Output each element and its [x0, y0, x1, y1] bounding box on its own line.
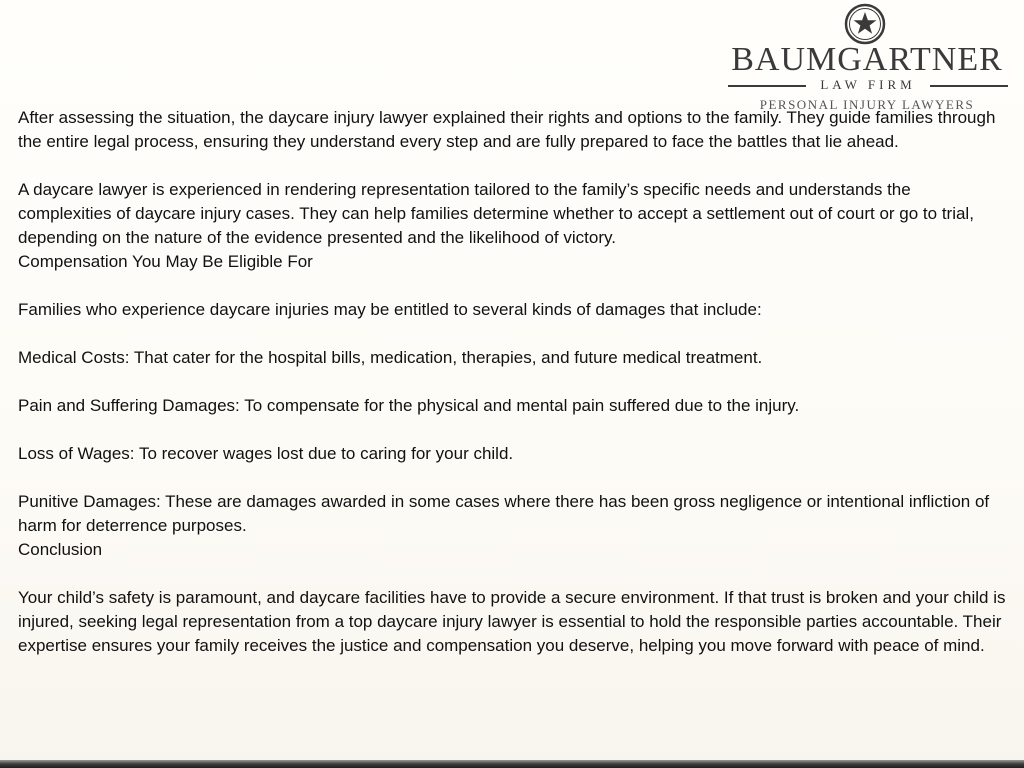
firm-logo — [722, 0, 1012, 120]
slide-bottom-border — [0, 760, 1024, 768]
paragraph-spacer — [18, 418, 1008, 442]
paragraph-spacer — [18, 562, 1008, 586]
paragraph-spacer — [18, 466, 1008, 490]
paragraph-spacer — [18, 322, 1008, 346]
paragraph-loss-of-wages: Loss of Wages: To recover wages lost due to caring for your child. — [18, 444, 514, 463]
paragraph-pain-suffering: Pain and Suffering Damages: To compensate for the physical and mental pain suffered due to the injury. — [18, 396, 800, 415]
paragraph-spacer — [18, 154, 1008, 178]
paragraph-damages-intro: Families who experience daycare injuries may be entitled to several kinds of damages that include: — [18, 300, 762, 319]
logo-divider-left — [728, 85, 806, 87]
logo-law-firm-text: LAW FIRM — [820, 77, 916, 92]
paragraph-spacer — [18, 370, 1008, 394]
paragraph-daycare-lawyer: A daycare lawyer is experienced in rendering representation tailored to the family’s specific needs and understands the complexities of daycare injury cases. They can help families determine whether to accept a settlement out of court or go to trial, depending on the nature of the evidence presented and the likelihood of victory. — [18, 180, 974, 247]
section-heading-compensation: Compensation You May Be Eligible For — [18, 252, 313, 271]
paragraph-medical-costs: Medical Costs: That cater for the hospital bills, medication, therapies, and future medical treatment. — [18, 348, 763, 367]
paragraph-punitive-damages: Punitive Damages: These are damages awarded in some cases where there has been gross negligence or intentional infliction of harm for deterrence purposes. — [18, 492, 990, 535]
logo-divider-right — [930, 85, 1008, 87]
paragraph-assessment: After assessing the situation, the daycare injury lawyer explained their rights and options to the family. They guide families through the entire legal process, ensuring they understand every step and are fully prepared to face the battles that lie ahead. — [18, 108, 996, 151]
paragraph-conclusion: Your child’s safety is paramount, and daycare facilities have to provide a secure environment. If that trust is broken and your child is injured, seeking legal representation from a top daycare injury lawyer is essential to hold the responsible parties accountable. Their expertise ensures your family receives the justice and compensation you deserve, helping you move forward with peace of mind. — [18, 588, 1006, 655]
paragraph-spacer — [18, 274, 1008, 298]
logo-tagline: PERSONAL INJURY LAWYERS — [759, 97, 975, 112]
logo-law-firm-row — [728, 77, 1008, 93]
article-body — [18, 106, 1008, 658]
section-heading-conclusion: Conclusion — [18, 540, 103, 559]
logo-firm-name: BAUMGARTNER — [731, 41, 1003, 78]
